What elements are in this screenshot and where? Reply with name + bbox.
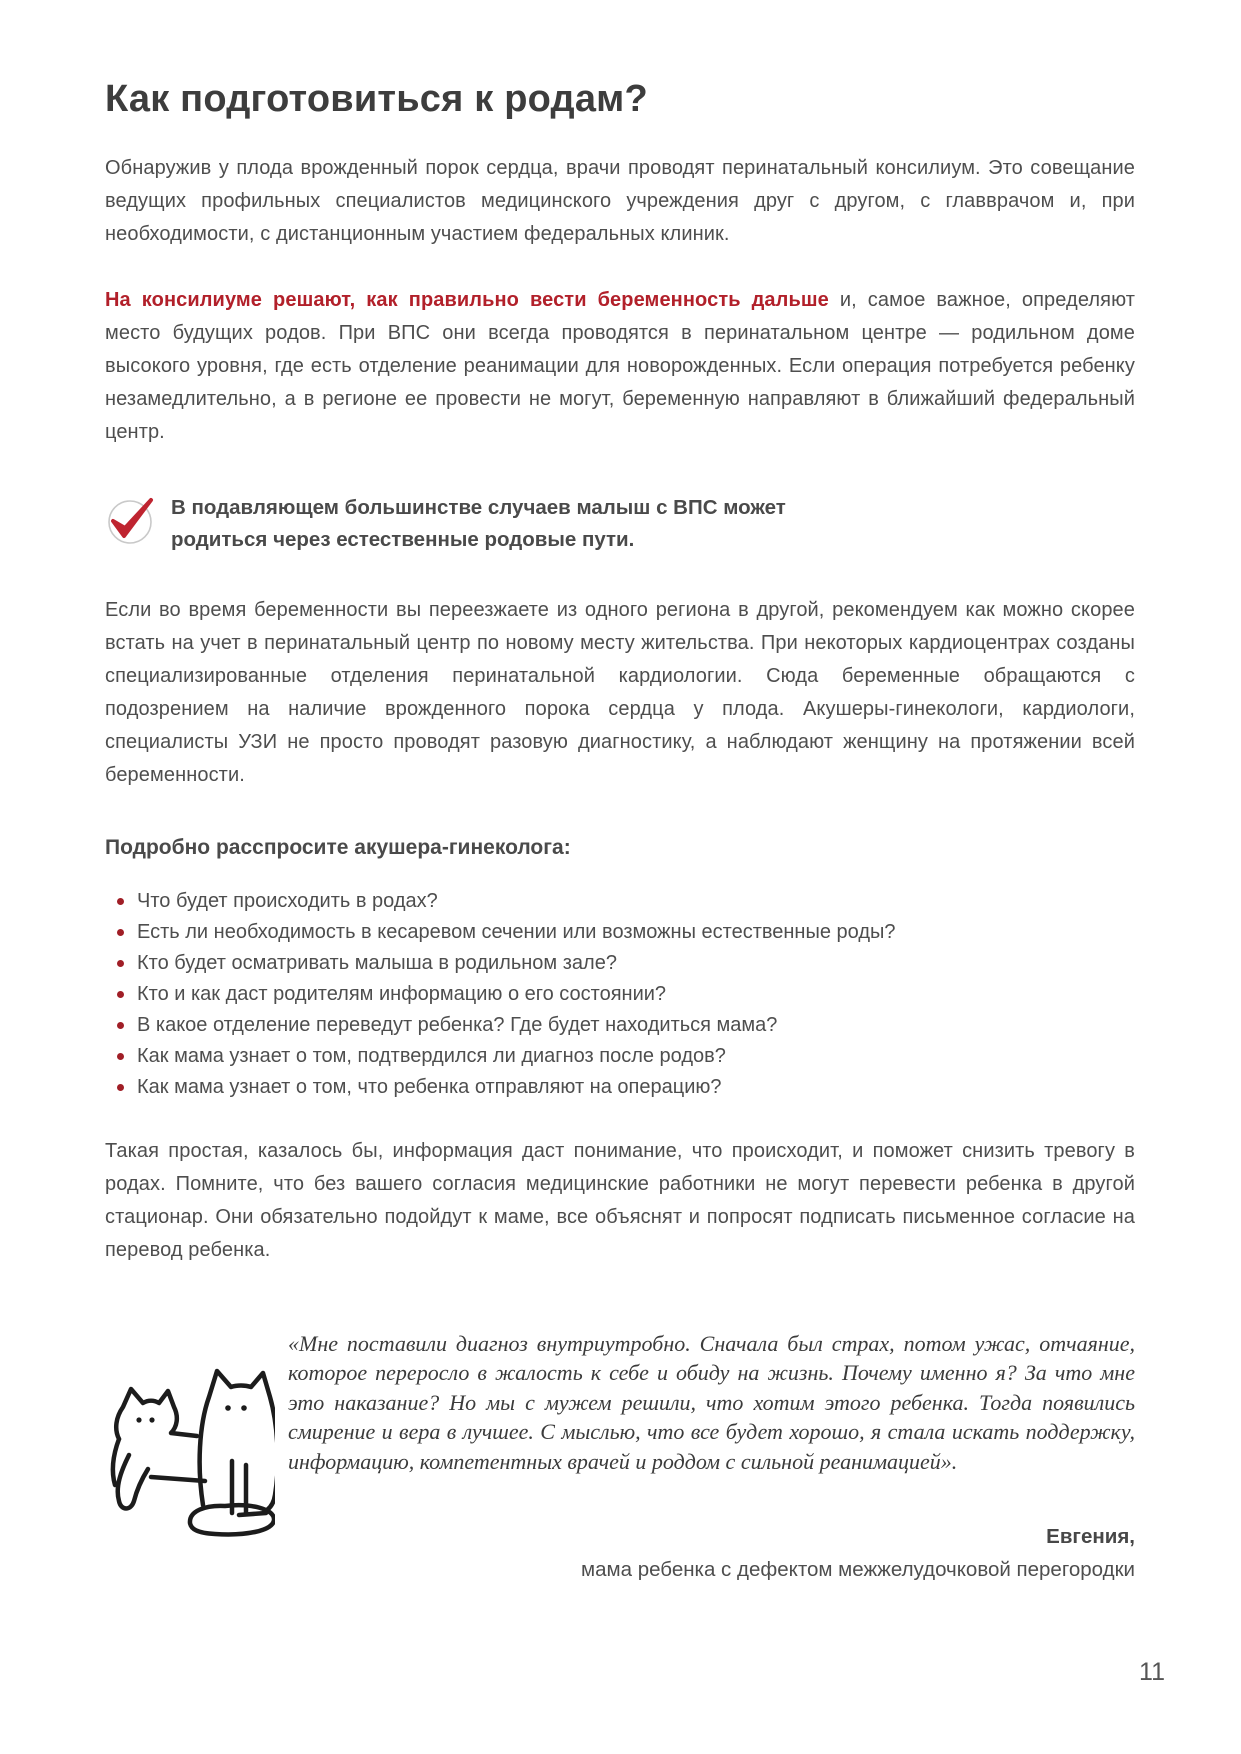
checkmark-icon [105, 491, 157, 552]
question-text: Как мама узнает о том, подтвердился ли диагноз после родов? [137, 1044, 726, 1067]
question-text: В какое отделение переведут ребенка? Где будет находиться мама? [137, 1013, 778, 1036]
bullet-icon [117, 1022, 124, 1029]
question-text: Кто и как даст родителям информацию о его состоянии? [137, 982, 667, 1005]
paragraph-intro: Обнаружив у плода врожденный порок сердца, врачи проводят перинатальный консилиум. Это совещание ведущих профильных специалистов медицинского учреждения друг с другом, с главврачом и, при необходимости, с дистанционным участием федеральных клиник. [105, 156, 1135, 245]
questions-list [105, 886, 1135, 1103]
question-text: Что будет происходить в родах? [137, 889, 438, 912]
red-lead-text: На консилиуме решают, как правильно вести беременность дальше [105, 288, 829, 311]
callout-text: В подавляющем большинстве случаев малыш с ВПС может родиться через естественные родовые пути. [171, 495, 786, 551]
two-cats-illustration [93, 1343, 275, 1544]
list-item [117, 1010, 1135, 1041]
question-text: Кто будет осматривать малыша в родильном зале? [137, 951, 617, 974]
page-number: 11 [1139, 1658, 1165, 1686]
list-item [117, 979, 1135, 1010]
quote-author-role: мама ребенка с дефектом межжелудочковой перегородки [581, 1558, 1135, 1582]
paragraph-consilium-rest: и, самое важное, определяют место будущих родов. При ВПС они всегда проводятся в перинатальном центре — родильном доме высокого уровня, где есть отделение реанимации для новорожденных. Если операция потребуется ребенку незамедлительно, а в регионе ее провести не могут, беременную направляют в ближайший федеральный центр. [105, 288, 1136, 443]
paragraph-consent: Такая простая, казалось бы, информация даст понимание, что происходит, и поможет снизить тревогу в родах. Помните, что без вашего согласия медицинские работники не могут перевести ребенка в другой стационар. Они обязательно подойдут к маме, все объяснят и попросят подписать письменное согласие на перевод ребенка. [105, 1139, 1135, 1261]
list-item [117, 886, 1135, 917]
quote-text: «Мне поставили диагноз внутриутробно. Сначала был страх, потом ужас, отчаяние, которое переросло в жалость к себе и обиду на жизнь. Почему именно я? За что мне это наказание? Но мы с мужем решили, что хотим этого ребенка. Тогда появились смирение и вера в лучшее. С мыслью, что все будет хорошо, я стала искать поддержку, информацию, компетентных врачей и роддом с сильной реанимацией». [288, 1330, 1135, 1474]
bullet-icon [117, 929, 124, 936]
paragraph-relocation: Если во время беременности вы переезжаете из одного региона в другой, рекомендуем как можно скорее встать на учет в перинатальный центр по новому месту жительства. При некоторых кардиоцентрах созданы специализированные отделения перинатальной кардиологии. Сюда беременные обращаются с подозрением на наличие врожденного порока сердца у плода. Акушеры-гинекологи, кардиологи, специалисты УЗИ не просто проводят разовую диагностику, а наблюдают женщину на протяжении всей беременности. [105, 598, 1135, 786]
list-item [117, 917, 1135, 948]
callout-block [105, 489, 1135, 556]
questions-heading: Подробно расспросите акушера-гинеколога: [105, 835, 571, 859]
bullet-icon [117, 991, 124, 998]
paragraph-consilium [105, 284, 1135, 449]
quote-author: Евгения, [1046, 1525, 1135, 1549]
list-item [117, 1072, 1135, 1103]
question-text: Есть ли необходимость в кесаревом сечении или возможны естественные роды? [137, 920, 896, 943]
list-item [117, 948, 1135, 979]
list-item [117, 1041, 1135, 1072]
bullet-icon [117, 1084, 124, 1091]
question-text: Как мама узнает о том, что ребенка отправляют на операцию? [137, 1075, 722, 1098]
bullet-icon [117, 960, 124, 967]
bullet-icon [117, 1053, 124, 1060]
bullet-icon [117, 898, 124, 905]
quote-section [105, 1329, 1135, 1587]
page-title: Как подготовиться к родам? [105, 78, 648, 120]
